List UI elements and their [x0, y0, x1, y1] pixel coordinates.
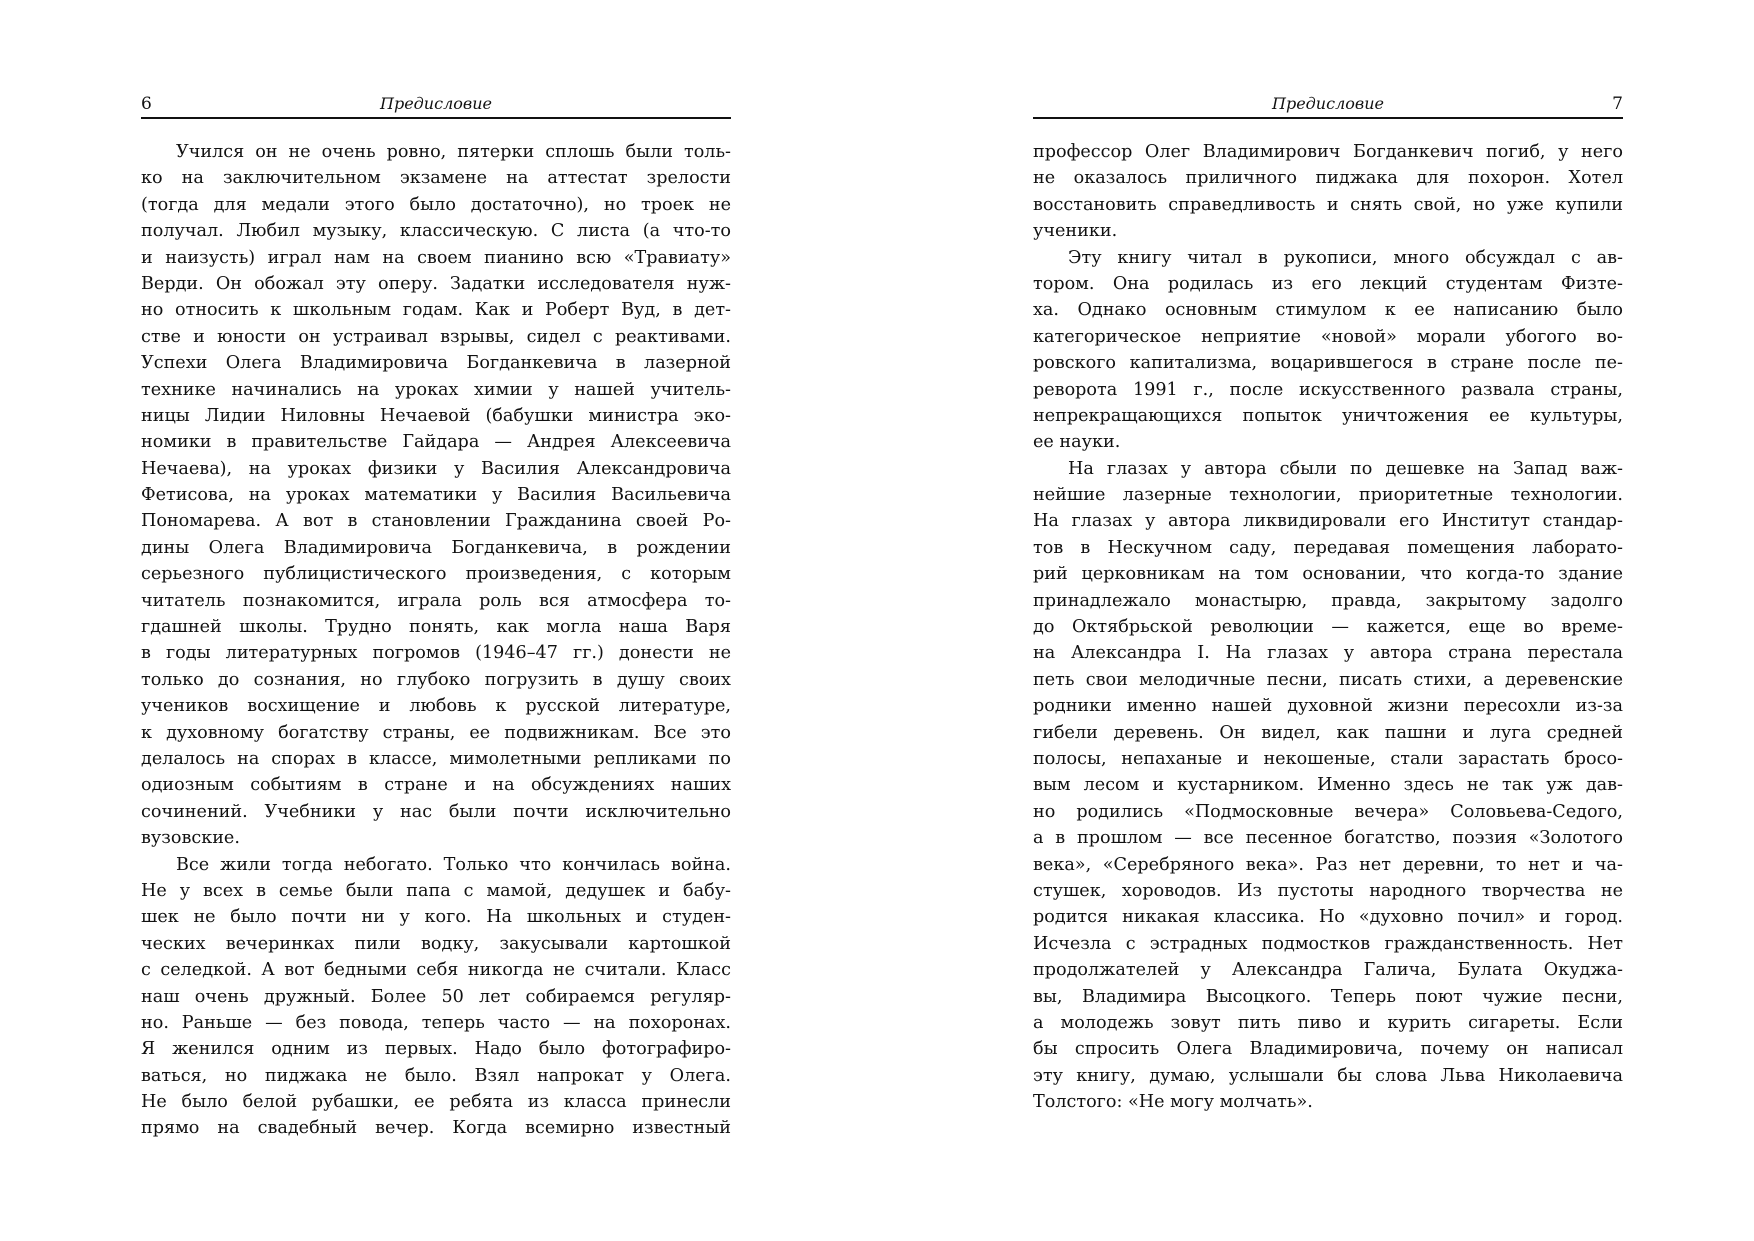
text-line: технике начинались на уроках химии у нашей учитель- — [141, 379, 731, 400]
text-line: вы, Владимира Высоцкого. Теперь поют чужие песни, — [1033, 986, 1623, 1007]
page-number: 6 — [141, 94, 152, 114]
text-line: серьезного публицистического произведения, с которым — [141, 564, 731, 585]
text-line: Фетисова, на уроках математики у Василия Васильевича — [141, 485, 731, 506]
text-line: в годы литературных погромов (1946–47 гг.) донести не — [141, 643, 731, 664]
text-line: века», «Серебряного века». Раз нет деревни, то нет и ча- — [1033, 854, 1623, 875]
page-number: 7 — [1612, 94, 1623, 114]
text-line: На глазах у автора ликвидировали его Институт стандар- — [1033, 511, 1623, 532]
text-line: получал. Любил музыку, классическую. С листа (а что-то — [141, 221, 731, 242]
text-line: восстановить справедливость и снять свой, но уже купили — [1033, 194, 1623, 215]
text-line: не оказалось приличного пиджака для похорон. Хотел — [1033, 168, 1623, 189]
running-title: Предисловие — [380, 94, 492, 113]
text-line: сочинений. Учебники у нас были почти исключительно — [141, 801, 731, 822]
text-line: только до сознания, но глубоко погрузить в душу своих — [141, 669, 731, 690]
text-line: до Октябрьской революции — кажется, еще во време- — [1033, 617, 1623, 638]
text-line: эту книгу, думаю, услышали бы слова Льва Николаевича — [1033, 1065, 1623, 1086]
right-page-header — [1033, 93, 1623, 119]
text-line: Исчезла с эстрадных подмостков гражданственность. Нет — [1033, 933, 1623, 954]
text-line: тором. Она родилась из его лекций студентам Физте- — [1033, 273, 1623, 294]
text-line: но относить к школьным годам. Как и Роберт Вуд, в дет- — [141, 300, 731, 321]
text-line: Эту книгу читал в рукописи, много обсуждал с ав- — [1068, 247, 1623, 268]
text-line: ее науки. — [1033, 432, 1121, 453]
text-line: Все жили тогда небогато. Только что кончилась война. — [176, 854, 731, 875]
text-line: ко на заключительном экзамене на аттестат зрелости — [141, 168, 731, 189]
text-line: петь свои мелодичные песни, писать стихи, а деревенские — [1033, 669, 1623, 690]
text-line: Не было белой рубашки, ее ребята из класса принесли — [141, 1092, 731, 1113]
text-line: рий церковникам на том основании, что когда-то здание — [1033, 564, 1623, 585]
text-line: непрекращающихся попыток уничтожения ее культуры, — [1033, 405, 1623, 426]
text-line: На глазах у автора сбыли по дешевке на Запад важ- — [1068, 458, 1623, 479]
text-line: Толстого: «Не могу молчать». — [1033, 1092, 1313, 1113]
text-line: продолжателей у Александра Галича, Булата Окуджа- — [1033, 960, 1623, 981]
right-page-body — [1033, 139, 1623, 1115]
text-line: Я женился одним из первых. Надо было фотографиро- — [141, 1039, 731, 1060]
text-line: одиозным событиям в стране и на обсуждениях наших — [141, 775, 731, 796]
text-line: гдашней школы. Трудно понять, как могла наша Варя — [141, 617, 731, 638]
running-title: Предисловие — [1272, 94, 1384, 113]
text-line: и наизусть) играл нам на своем пианино всю «Травиату» — [141, 247, 731, 268]
text-line: шек не было почти ни у кого. На школьных и студен- — [141, 907, 731, 928]
text-line: наш очень дружный. Более 50 лет собираемся регуляр- — [141, 986, 731, 1007]
text-line: делалось на спорах в классе, мимолетными репликами по — [141, 748, 731, 769]
text-line: но родились «Подмосковные вечера» Соловьева-Седого, — [1033, 801, 1623, 822]
left-page-body — [141, 139, 731, 1142]
text-line: полосы, непаханые и некошеные, стали зарастать бросо- — [1033, 748, 1623, 769]
text-line: вузовские. — [141, 828, 240, 849]
text-line: профессор Олег Владимирович Богданкевич погиб, у него — [1033, 142, 1623, 162]
text-line: но. Раньше — без повода, теперь часто — на похоронах. — [141, 1012, 731, 1033]
text-line: к духовному богатству страны, ее подвижникам. Все это — [141, 722, 731, 743]
text-line: номики в правительстве Гайдара — Андрея Алексеевича — [141, 432, 731, 453]
text-line: (тогда для медали этого было достаточно), но троек не — [141, 194, 731, 215]
text-line: родники именно нашей духовной жизни пересохли из-за — [1033, 696, 1623, 717]
text-line: Успехи Олега Владимировича Богданкевича в лазерной — [141, 353, 731, 374]
text-line: Не у всех в семье были папа с мамой, дедушек и бабу- — [141, 880, 731, 901]
text-line: на Александра I. На глазах у автора страна перестала — [1033, 643, 1623, 664]
text-line: Верди. Он обожал эту оперу. Задатки исследователя нуж- — [141, 273, 731, 294]
text-line: дины Олега Владимировича Богданкевича, в рождении — [141, 537, 731, 558]
text-line: нейшие лазерные технологии, приоритетные технологии. — [1033, 485, 1623, 506]
text-line: стве и юности он устраивал взрывы, сидел с реактивами. — [141, 326, 731, 347]
text-line: Нечаева), на уроках физики у Василия Александровича — [141, 458, 731, 479]
left-page — [141, 93, 731, 1142]
text-line: а в прошлом — все песенное богатство, поэзия «Золотого — [1033, 828, 1623, 849]
text-line: бы спросить Олега Владимировича, почему он написал — [1033, 1039, 1623, 1060]
text-line: учеников восхищение и любовь к русской литературе, — [141, 696, 731, 717]
text-line: читатель познакомится, играла роль вся атмосфера то- — [141, 590, 731, 611]
text-line: принадлежало монастырю, правда, закрытому задолго — [1033, 590, 1623, 611]
text-line: вым лесом и кустарником. Именно здесь не так уж дав- — [1033, 775, 1623, 796]
text-line: а молодежь зовут пить пиво и курить сигареты. Если — [1033, 1012, 1623, 1033]
text-line: реворота 1991 г., после искусственного развала страны, — [1033, 379, 1623, 400]
text-line: родится никакая классика. Но «духовно почил» и город. — [1033, 907, 1623, 928]
text-line: ровского капитализма, воцарившегося в стране после пе- — [1033, 353, 1623, 374]
left-page-header — [141, 93, 731, 119]
text-line: Пономарева. А вот в становлении Гражданина своей Ро- — [141, 511, 731, 532]
text-line: Учился он не очень ровно, пятерки сплошь были толь- — [176, 142, 731, 162]
text-line: ницы Лидии Ниловны Нечаевой (бабушки министра эко- — [141, 405, 731, 426]
text-line: категорическое неприятие «новой» морали убогого во- — [1033, 326, 1623, 347]
text-line: с селедкой. А вот бедными себя никогда не считали. Класс — [141, 960, 731, 981]
text-line: стушек, хороводов. Из пустоты народного творчества не — [1033, 880, 1623, 901]
text-line: прямо на свадебный вечер. Когда всемирно известный — [141, 1118, 731, 1139]
text-line: ученики. — [1033, 221, 1118, 242]
text-line: ческих вечеринках пили водку, закусывали картошкой — [141, 933, 731, 954]
text-line: тов в Нескучном саду, передавая помещения лаборато- — [1033, 537, 1623, 558]
text-line: гибели деревень. Он видел, как пашни и луга средней — [1033, 722, 1623, 743]
text-line: ха. Однако основным стимулом к ее написанию было — [1033, 300, 1623, 321]
right-page — [1033, 93, 1623, 1115]
text-line: ваться, но пиджака не было. Взял напрокат у Олега. — [141, 1065, 731, 1086]
